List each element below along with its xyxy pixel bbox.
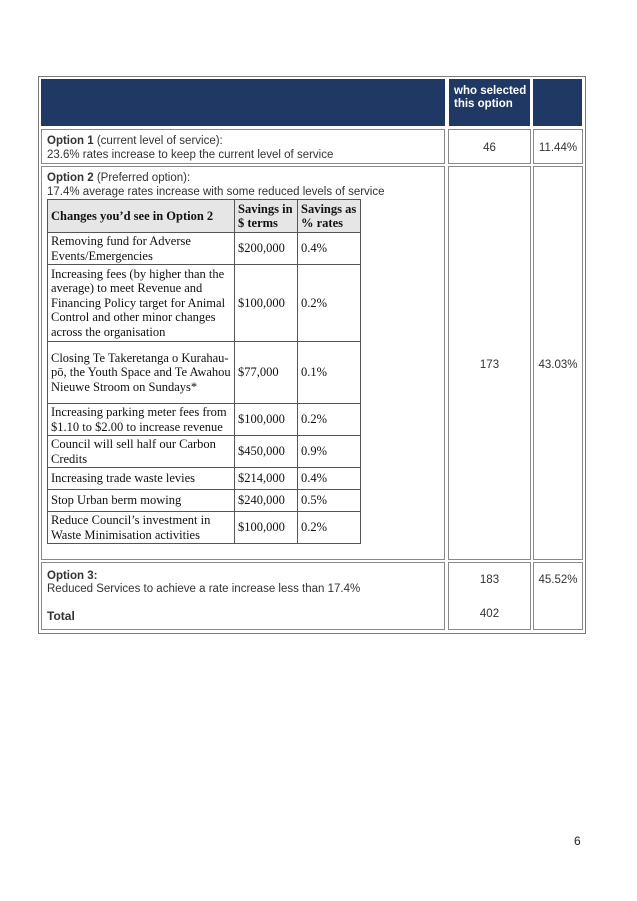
- option2-count-cell: [448, 166, 531, 560]
- option1-sub: (current level of service):: [96, 135, 223, 147]
- option3-title: [47, 570, 97, 583]
- rate-cell: 0.2%: [298, 265, 361, 342]
- option1-title: [47, 135, 223, 148]
- option3-count: 183: [479, 574, 500, 586]
- rate-cell: 0.1%: [298, 342, 361, 404]
- table-header-percent: [533, 79, 582, 126]
- rate-cell: 0.9%: [298, 436, 361, 468]
- option1-label: Option 1: [47, 135, 94, 147]
- change-cell: Reduce Council’s investment in Waste Minimisation activities: [48, 512, 235, 544]
- option1-percent-cell: [533, 129, 583, 164]
- savings-rate-col-header: Savings as % rates: [298, 200, 361, 233]
- rate-cell: 0.2%: [298, 404, 361, 436]
- savings-dollar-col-header: Savings in $ terms: [235, 200, 298, 233]
- change-cell: Stop Urban berm mowing: [48, 490, 235, 512]
- total-count: 402: [479, 608, 500, 620]
- table-row: [48, 436, 361, 468]
- change-cell: Removing fund for Adverse Events/Emergencies: [48, 233, 235, 265]
- savings-cell: $100,000: [235, 404, 298, 436]
- survey-results-table: [38, 76, 586, 634]
- savings-cell: $214,000: [235, 468, 298, 490]
- savings-cell: $100,000: [235, 512, 298, 544]
- change-cell: Council will sell half our Carbon Credits: [48, 436, 235, 468]
- option2-title: [47, 172, 190, 185]
- option3-percent: 45.52%: [538, 574, 578, 586]
- savings-cell: $200,000: [235, 233, 298, 265]
- table-row: [48, 233, 361, 265]
- table-row: [48, 404, 361, 436]
- table-row: [48, 342, 361, 404]
- option2-cell: [41, 166, 445, 560]
- change-cell: Increasing parking meter fees from $1.10 to $2.00 to increase revenue: [48, 404, 235, 436]
- change-cell: Increasing fees (by higher than the average) to meet Revenue and Financing Policy target for Animal Control and other minor changes across the organisation: [48, 265, 235, 342]
- rate-cell: 0.5%: [298, 490, 361, 512]
- table-row: [48, 468, 361, 490]
- savings-cell: $450,000: [235, 436, 298, 468]
- option2-sub: (Preferred option):: [96, 172, 191, 184]
- savings-cell: $77,000: [235, 342, 298, 404]
- table-row: [48, 512, 361, 544]
- option3-desc: Reduced Services to achieve a rate increase less than 17.4%: [47, 583, 361, 595]
- rate-cell: 0.4%: [298, 468, 361, 490]
- change-cell: Increasing trade waste levies: [48, 468, 235, 490]
- option3-cell: [41, 562, 445, 630]
- option1-percent: 11.44%: [538, 142, 578, 154]
- table-header-blank: [41, 79, 445, 126]
- option2-count: 173: [479, 359, 500, 371]
- savings-cell: $100,000: [235, 265, 298, 342]
- changes-table-header-row: [48, 200, 361, 233]
- changes-col-header: Changes you’d see in Option 2: [48, 200, 235, 233]
- total-label: Total: [47, 609, 75, 623]
- table-header-count: who selected this option: [449, 79, 530, 126]
- page-number: 6: [574, 834, 581, 848]
- option2-label: Option 2: [47, 172, 94, 184]
- rate-cell: 0.2%: [298, 512, 361, 544]
- option3-count-cell: [448, 562, 531, 630]
- option1-desc: 23.6% rates increase to keep the current level of service: [47, 149, 334, 161]
- change-cell: Closing Te Takeretanga o Kurahau-pō, the Youth Space and Te Awahou Nieuwe Stroom on Sundays*: [48, 342, 235, 404]
- savings-cell: $240,000: [235, 490, 298, 512]
- option2-desc: 17.4% average rates increase with some reduced levels of service: [47, 186, 385, 198]
- rate-cell: 0.4%: [298, 233, 361, 265]
- option3-label: Option 3:: [47, 570, 98, 582]
- option1-count: 46: [483, 142, 496, 154]
- option2-percent-cell: [533, 166, 583, 560]
- option1-cell: [41, 129, 445, 164]
- option3-percent-cell: [533, 562, 583, 630]
- table-row: [48, 490, 361, 512]
- option1-count-cell: [448, 129, 531, 164]
- option2-percent: 43.03%: [538, 359, 578, 371]
- option2-changes-table: [47, 199, 361, 544]
- table-row: [48, 265, 361, 342]
